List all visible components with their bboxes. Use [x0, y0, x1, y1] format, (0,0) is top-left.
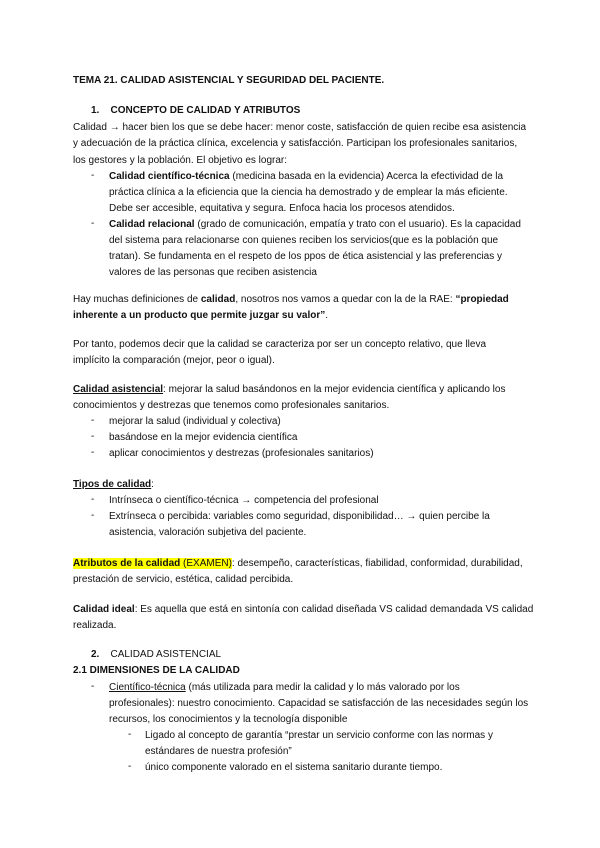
bullet-dash: - [91, 431, 95, 442]
sub-item: único componente valorado en el sistema sanitario durante tiempo. [145, 762, 443, 773]
paragraph-calidad-line-3: los gestores y la población. El objetivo es lograr: [73, 155, 288, 166]
sub-item-line-2: estándares de nuestra profesión” [145, 746, 292, 757]
paragraph-ideal-line-2: realizada. [73, 620, 117, 631]
tipos-heading: Tipos de calidad: [73, 479, 154, 490]
paragraph-asistencial-line-1: Calidad asistencial: mejorar la salud basándonos en la mejor evidencia científica y aplicando los [73, 384, 506, 395]
paragraph-rae-line-2: inherente a un producto que permite juzgar su valor”. [73, 310, 329, 321]
dimension-cientifica-line-2: profesionales): nuestro conocimiento. Capacidad se satisfacción de las necesidades según los [109, 698, 529, 709]
list-item: aplicar conocimientos y destrezas (profesionales sanitarios) [109, 448, 374, 459]
bullet-dash: - [91, 510, 95, 521]
bullet-relacional-line-2: del sistema para relacionarse con quienes reciben los servicios(que es la población que [109, 235, 499, 246]
bullet-cientifico-line-3: Debe ser accesible, equitativa y segura. Enfoca hacia los procesos atendidos. [109, 203, 455, 214]
dimension-cientifica-line-3: recursos, los conocimientos y la tecnología disponible [109, 714, 348, 725]
bullet-relacional-line-1: Calidad relacional (grado de comunicación, empatía y trato con el usuario). Es la capacidad [109, 219, 521, 230]
paragraph-calidad-line-2: y adecuación de la práctica clínica, excelencia y satisfacción. Participan los profesionales sanitarios, [73, 138, 518, 149]
paragraph-relativo-line-2: implícito la comparación (mejor, peor o igual). [73, 355, 275, 366]
list-item-line-1: Extrínseca o percibida: variables como seguridad, disponibilidad… → quien percibe la [109, 511, 490, 522]
list-item-line-2: asistencia, valoración subjetiva del paciente. [109, 527, 307, 538]
bullet-dash: - [91, 681, 95, 692]
bullet-cientifico-line-2: práctica clínica a la eficiencia que la ciencia ha demostrado y de emplear la más eficiente. [109, 187, 508, 198]
list-item: Intrínseca o científico-técnica → competencia del profesional [109, 495, 379, 506]
section-2-heading: 2. CALIDAD ASISTENCIAL [91, 649, 222, 660]
paragraph-asistencial-line-2: conocimientos y destrezas que tenemos como profesionales sanitarios. [73, 400, 390, 411]
dimension-cientifica-line-1: Científico-técnica (más utilizada para medir la calidad y lo más valorado por los [109, 682, 460, 693]
paragraph-ideal-line-1: Calidad ideal: Es aquella que está en sintonía con calidad diseñada VS calidad demandada VS calidad [73, 604, 534, 615]
list-item: basándose en la mejor evidencia científica [109, 432, 298, 443]
bullet-relacional-line-3: tratan). Se fundamenta en el respeto de los ppos de ética asistencial y las preferencias y [109, 251, 503, 262]
bullet-dash: - [91, 494, 95, 505]
paragraph-atributos-line-1: Atributos de la calidad (EXAMEN): desempeño, características, fiabilidad, conformidad, durabilidad, [73, 558, 523, 569]
paragraph-rae-line-1: Hay muchas definiciones de calidad, nosotros nos vamos a quedar con la de la RAE: “propiedad [73, 294, 509, 305]
bullet-dash: - [91, 218, 95, 229]
bullet-dash: - [128, 761, 132, 772]
bullet-dash: - [128, 729, 132, 740]
paragraph-relativo-line-1: Por tanto, podemos decir que la calidad se caracteriza por ser un concepto relativo, que lleva [73, 339, 487, 350]
bullet-dash: - [91, 170, 95, 181]
bullet-dash: - [91, 447, 95, 458]
subsection-heading: 2.1 DIMENSIONES DE LA CALIDAD [73, 665, 240, 676]
list-item: mejorar la salud (individual y colectiva) [109, 416, 281, 427]
bullet-cientifico-line-1: Calidad científico-técnica (medicina basada en la evidencia) Acerca la efectividad de la [109, 171, 504, 182]
sub-item-line-1: Ligado al concepto de garantía “prestar un servicio conforme con las normas y [145, 730, 493, 741]
document-title: TEMA 21. CALIDAD ASISTENCIAL Y SEGURIDAD DEL PACIENTE. [73, 75, 385, 86]
bullet-dash: - [91, 415, 95, 426]
section-1-heading: 1. CONCEPTO DE CALIDAD Y ATRIBUTOS [91, 105, 301, 116]
paragraph-calidad-line-1: Calidad → hacer bien los que se debe hacer: menor coste, satisfacción de quien recibe esa asistencia [73, 122, 527, 133]
bullet-relacional-line-4: valores de las personas que reciben asistencia [109, 267, 317, 278]
paragraph-atributos-line-2: prestación de servicio, estética, calidad percibida. [73, 574, 294, 585]
